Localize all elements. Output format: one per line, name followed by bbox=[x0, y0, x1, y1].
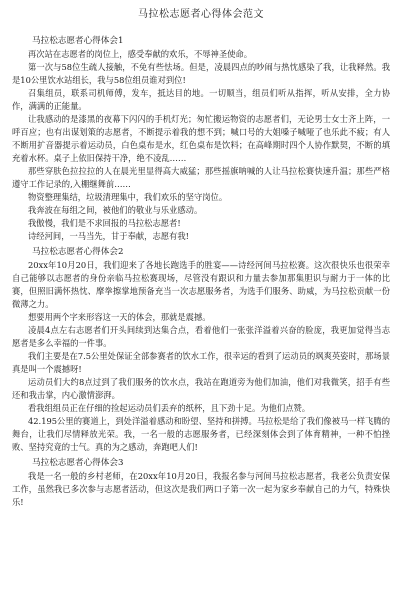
paragraph: 想要用两个字来形容这一天的体会，那就是震撼。 bbox=[28, 312, 211, 322]
paragraph: 让我感动的是漆黑的夜幕下闪闪的手机灯光；匆忙搬运物资的志愿者们，无论男士女士齐上阵，一呼百应；也有出谋划策的志愿者，不断提示着我的想不到；喊口号的大姐嗓子喊哑了也乐此不疲；有人不断用扩音器提示着运动员，白色桌布是水，红色桌布是饮料；在高峰期时四个人协作默契，不断的填充着水杯。桌子上依旧保持干净，绝不凌乱…… bbox=[12, 114, 390, 163]
paragraph: 凌晨4点左右志愿者们开头间续到达集合点，看着他们一张张洋溢着兴奋的脸庞，我更加觉得当志愿者是多么幸福的一件事。 bbox=[12, 325, 390, 348]
paragraph: 42.195公里的赛道上，到处洋溢着感动和盼望、坚持和拼搏。马拉松是给了我们像被马一样飞腾的舞台，让我们尽情释放光荣。我，一名一般的志愿服务者，已经深刻体会到了体育精神，一种不怕挫败、坚持究竟的士气。真的为之感动，奔跑吧人们! bbox=[12, 416, 390, 452]
paragraph: 第一次与58位生疏人接触，不免有些怯场。但是，凌晨四点的吵闹与热忱感染了我，让我释然。我是10公里饮水站组长，我与58位组员谁对到位! bbox=[12, 62, 390, 85]
paragraph: 诗经河间，一马当先，甘于奉献，志愿有我! bbox=[28, 231, 189, 241]
section-2 bbox=[12, 246, 390, 454]
document-title: 马拉松志愿者心得体会范文 bbox=[138, 9, 264, 20]
paragraph: 我们主要是在7.5公里处保证全部参赛者的饮水工作，很幸运的看到了运动员的飒爽英姿时，那场景真是叫一个震撼呀! bbox=[12, 351, 390, 374]
paragraph: 20xx年10月20日，我们迎来了各地长跑选手的胜宴——诗经河间马拉松赛。这次很快乐也很荣幸自己能够以志愿者的身份亲临马拉松赛现场，尽管没有跟识和力量去参加那集胆识与耐力于一体的比赛，但照旧满怀热忱、摩拳擦掌地预备充当一次志愿服务者，为选手们服务、助威，为马拉松贡献一份微薄之力。 bbox=[12, 260, 390, 309]
paragraph: 再次站在志愿者的岗位上，感受奉献的欢乐，不辱神圣使命。 bbox=[28, 49, 253, 59]
paragraph: 看我组组员正在仔细的捡起运动员们丢弃的纸杯，且下劲十足。为他们点赞。 bbox=[28, 403, 311, 413]
paragraph: 那些穿肤色拉拉拉的人在晨光里显得高大威猛；那些摇旗呐喊的人让马拉松赛快速升温；那些严格遵守工作记录的,入棚继舞前…… bbox=[12, 166, 390, 189]
section-heading: 马拉松志愿者心得体会1 bbox=[32, 36, 124, 46]
paragraph: 我傲慢，我们是不求回报的马拉松志愿者! bbox=[28, 218, 181, 228]
paragraph: 物资整理集结，垃圾清理集中，我们欢乐的坚守岗位。 bbox=[28, 192, 228, 202]
section-3 bbox=[12, 457, 390, 509]
paragraph: 运动员们大约8点过到了我们服务的饮水点，我站在跑道旁为他们加油，他们对我微笑，招手有些还和我击掌，内心激情澎湃。 bbox=[12, 377, 390, 400]
section-1 bbox=[12, 35, 390, 243]
paragraph: 我是一名一般的乡村老师，在20xx年10月20日，我报名参与河间马拉松志愿者，我老公负责安保工作，虽然我已多次参与志愿者活动，但这次是我们两口子第一次一起为家乡奉献自己的力气，特殊快乐! bbox=[12, 471, 390, 507]
section-heading: 马拉松志愿者心得体会2 bbox=[32, 247, 124, 257]
paragraph: 我奔波在每组之间，被他们的敬业与乐业感动。 bbox=[28, 205, 203, 215]
section-heading: 马拉松志愿者心得体会3 bbox=[32, 458, 124, 468]
paragraph: 召集组员，联系司机师傅，发车，抵达目的地。一切顺当，组员们听从指挥，听从安排，全力协作，满满的正能量。 bbox=[12, 88, 390, 111]
